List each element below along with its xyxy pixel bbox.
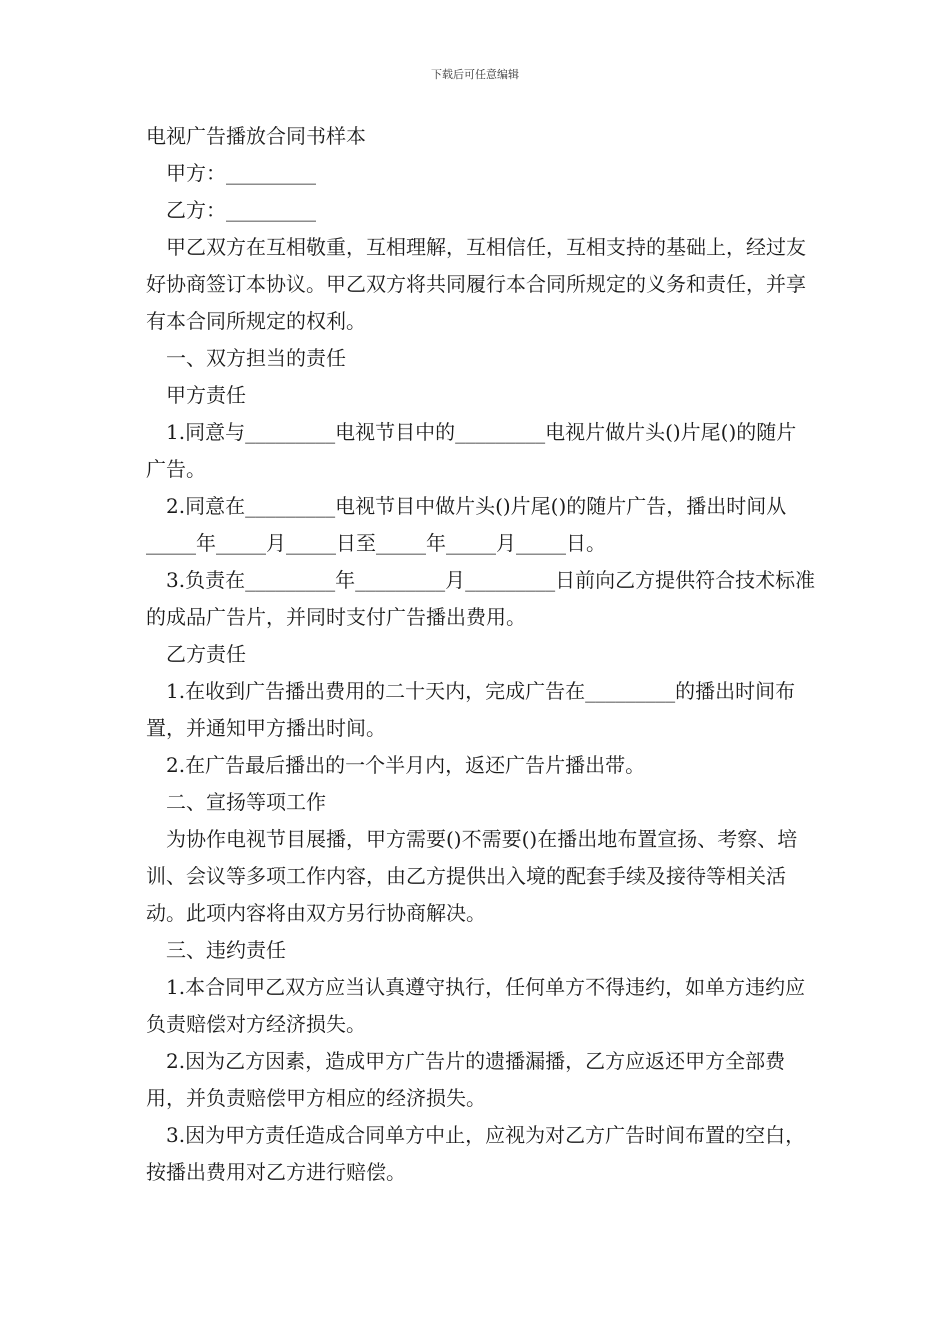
party-a-item-3: 3.负责在_________年_________月_________日前向乙方提供符合技术标准的成品广告片，并同时支付广告播出费用。 bbox=[146, 568, 816, 629]
party-b-item-2: 2.在广告最后播出的一个半月内，返还广告片播出带。 bbox=[166, 753, 646, 777]
section3-heading: 三、违约责任 bbox=[166, 938, 286, 962]
party-a-line: 甲方：_________ bbox=[166, 161, 316, 185]
party-a-item-1: 1.同意与_________电视节目中的_________电视片做片头()片尾()的随片广告。 bbox=[146, 420, 797, 481]
party-a-responsibility-heading: 甲方责任 bbox=[166, 383, 246, 407]
party-b-responsibility-heading: 乙方责任 bbox=[166, 642, 246, 666]
party-b-item-1: 1.在收到广告播出费用的二十天内，完成广告在_________的播出时间布置，并通知甲方播出时间。 bbox=[146, 679, 796, 740]
document-title: 电视广告播放合同书样本 bbox=[146, 124, 366, 148]
section2-body: 为协作电视节目展播，甲方需要()不需要()在播出地布置宣扬、考察、培训、会议等多项工作内容，由乙方提供出入境的配套手续及接待等相关活动。此项内容将由双方另行协商解决。 bbox=[146, 827, 798, 925]
party-a-item-2: 2.同意在_________电视节目中做片头()片尾()的随片广告，播出时间从_____年_____月_____日至_____年_____月_____日。 bbox=[146, 494, 787, 555]
section3-item-2: 2.因为乙方因素，造成甲方广告片的遗播漏播，乙方应返还甲方全部费用，并负责赔偿甲方相应的经济损失。 bbox=[146, 1049, 786, 1110]
section2-heading: 二、宣扬等项工作 bbox=[166, 790, 326, 814]
intro-paragraph: 甲乙双方在互相敬重，互相理解，互相信任，互相支持的基础上，经过友好协商签订本协议。甲乙双方将共同履行本合同所规定的义务和责任，并享有本合同所规定的权利。 bbox=[146, 235, 806, 333]
header-note: 下载后可任意编辑 bbox=[431, 68, 519, 81]
party-b-line: 乙方：_________ bbox=[166, 198, 316, 222]
section1-heading: 一、双方担当的责任 bbox=[166, 346, 346, 370]
contract-document bbox=[146, 118, 816, 1191]
section3-item-3: 3.因为甲方责任造成合同单方中止，应视为对乙方广告时间布置的空白，按播出费用对乙方进行赔偿。 bbox=[146, 1123, 806, 1184]
section3-item-1: 1.本合同甲乙双方应当认真遵守执行，任何单方不得违约，如单方违约应负责赔偿对方经济损失。 bbox=[146, 975, 806, 1036]
